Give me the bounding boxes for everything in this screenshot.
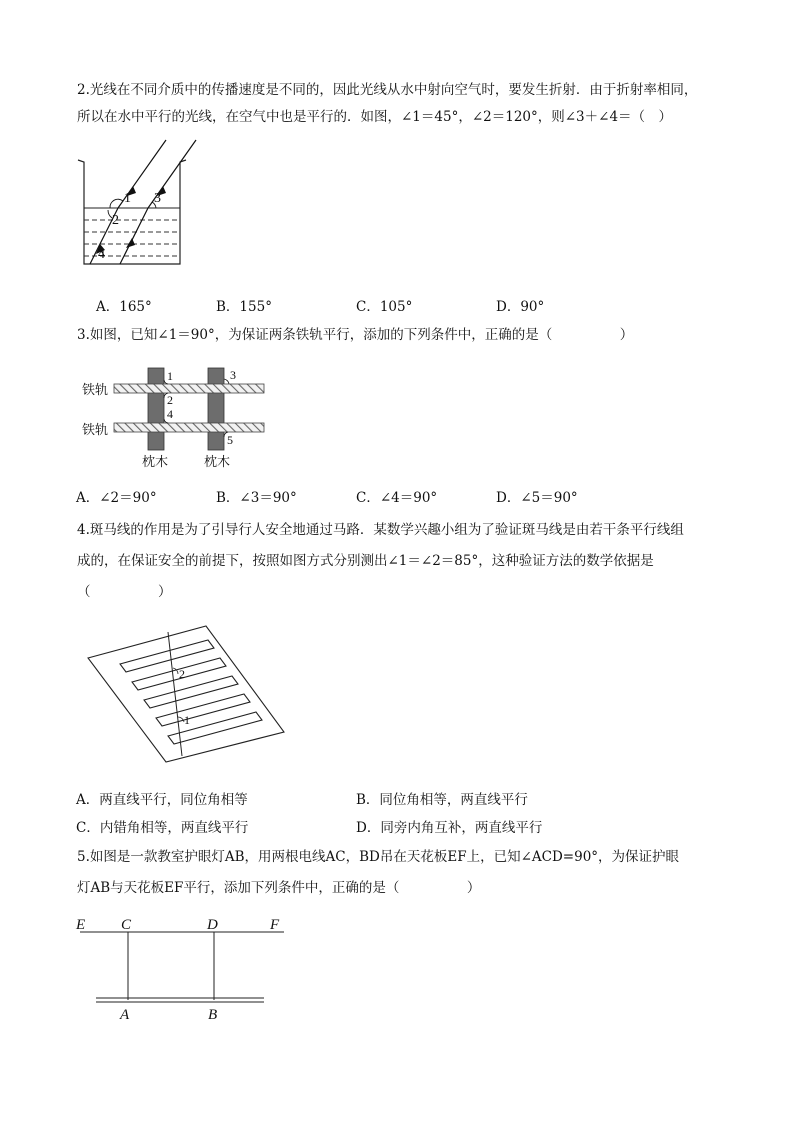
q3-option-a[interactable]: A．∠2＝90° bbox=[76, 490, 157, 506]
q4-option-a[interactable]: A．两直线平行，同位角相等 bbox=[76, 792, 248, 808]
q3-stem: 3.如图，已知∠1＝90°，为保证两条铁轨平行，添加的下列条件中，正确的是（ ） bbox=[77, 327, 634, 343]
q4-option-c[interactable]: C．内错角相等，两直线平行 bbox=[76, 820, 249, 836]
q2-stem-line1: 2.光线在不同介质中的传播速度是不同的，因此光线从水中射向空气时，要发生折射．由于折射率相同， bbox=[77, 82, 698, 98]
q2-option-b[interactable]: B．155° bbox=[216, 299, 272, 315]
q3-angle-label-3: 3 bbox=[230, 368, 236, 382]
q4-zebra-crossing-figure bbox=[86, 624, 296, 764]
q3-rail-label-top: 铁轨 bbox=[82, 382, 109, 397]
q2-option-c[interactable]: C．105° bbox=[356, 299, 413, 315]
q3-sleeper-label-left: 枕木 bbox=[142, 454, 169, 469]
q3-option-d[interactable]: D．∠5＝90° bbox=[496, 490, 578, 506]
q4-stem-line3: （ ） bbox=[77, 584, 172, 600]
q5-lamp-figure bbox=[74, 912, 294, 1032]
q5-point-c: C bbox=[121, 917, 132, 933]
q4-option-d[interactable]: D．同旁内角互补，两直线平行 bbox=[356, 820, 543, 836]
q2-angle-label-4: 4 bbox=[98, 247, 105, 262]
q5-stem-line2: 灯AB与天花板EF平行，添加下列条件中，正确的是（ ） bbox=[77, 880, 481, 896]
q3-rail-label-bottom: 铁轨 bbox=[82, 422, 109, 437]
q3-sleeper-label-right: 枕木 bbox=[204, 454, 231, 469]
q2-option-d[interactable]: D．90° bbox=[496, 299, 545, 315]
q5-point-f: F bbox=[270, 917, 280, 933]
q5-point-d: D bbox=[207, 917, 218, 933]
q3-angle-label-2: 2 bbox=[167, 393, 173, 407]
q2-stem-line2: 所以在水中平行的光线，在空气中也是平行的．如图，∠1＝45°，∠2＝120°，则∠3＋∠4＝（ ） bbox=[77, 109, 673, 125]
q2-angle-label-2: 2 bbox=[112, 213, 119, 228]
q3-railway-figure bbox=[80, 362, 280, 472]
q3-angle-label-4: 4 bbox=[167, 407, 173, 421]
q2-angle-label-3: 3 bbox=[154, 191, 161, 206]
q2-beaker-figure bbox=[72, 132, 212, 272]
q2-angle-label-1: 1 bbox=[124, 191, 131, 206]
q5-point-a: A bbox=[120, 1007, 130, 1023]
q3-option-c[interactable]: C．∠4＝90° bbox=[356, 490, 438, 506]
q4-option-b[interactable]: B．同位角相等，两直线平行 bbox=[356, 792, 528, 808]
q4-angle-label-2: 2 bbox=[179, 667, 185, 681]
q3-option-b[interactable]: B．∠3＝90° bbox=[216, 490, 297, 506]
q3-angle-label-1: 1 bbox=[167, 369, 173, 383]
q4-stem-line1: 4.斑马线的作用是为了引导行人安全地通过马路．某数学兴趣小组为了验证斑马线是由若干条平行线组 bbox=[77, 522, 684, 538]
q5-stem-line1: 5.如图是一款教室护眼灯AB，用两根电线AC，BD吊在天花板EF上，已知∠ACD=90°，为保证护眼 bbox=[77, 849, 680, 865]
q5-point-b: B bbox=[208, 1007, 218, 1023]
q4-stem-line2: 成的，在保证安全的前提下，按照如图方式分别测出∠1＝∠2＝85°，这种验证方法的数学依据是 bbox=[77, 553, 654, 569]
q2-option-a[interactable]: A．165° bbox=[96, 299, 152, 315]
q3-angle-label-5: 5 bbox=[227, 433, 233, 447]
q5-point-e: E bbox=[76, 917, 86, 933]
q4-angle-label-1: 1 bbox=[184, 713, 190, 727]
